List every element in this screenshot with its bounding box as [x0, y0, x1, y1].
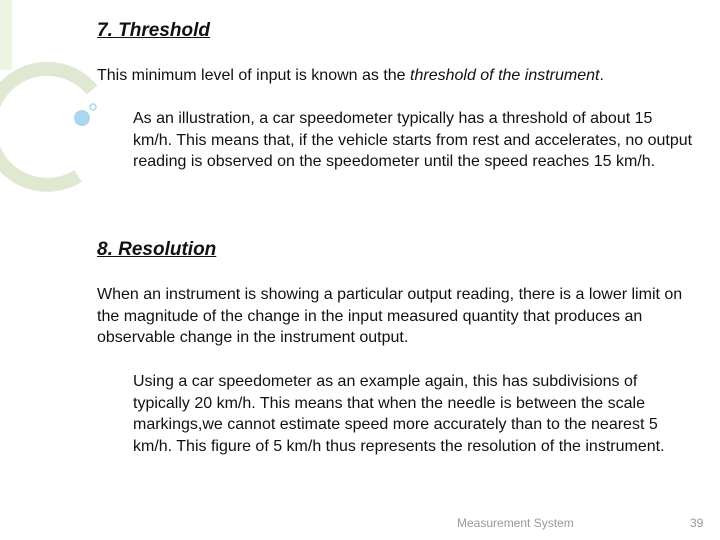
section-8-heading: 8. Resolution: [97, 239, 217, 260]
resolution-definition: When an instrument is showing a particular output reading, there is a lower limit on the magnitude of the change in the input measured quantity that produces an observable change in the instrument output.: [97, 286, 683, 346]
decor-bubble-small: [90, 104, 96, 110]
decor-bubble-large: [74, 110, 90, 126]
decor-ring-arc: [0, 69, 92, 185]
section-7-heading: 7. Threshold: [97, 20, 210, 41]
page-number: 39: [690, 516, 704, 530]
resolution-example: Using a car speedometer as an example again, this has subdivisions of typically 20 km/h. This means that when the needle is between the scale markings,we cannot estimate speed more accurately than to the nearest 5 km/h. This figure of 5 km/h thus represents the resolution of the instrument.: [133, 373, 665, 455]
decor-background-block: [0, 0, 12, 70]
threshold-definition-end: .: [599, 67, 604, 84]
threshold-term: threshold of the instrument: [410, 67, 600, 84]
threshold-definition-text: This minimum level of input is known as the: [97, 67, 411, 84]
footer-title: Measurement System: [457, 516, 574, 530]
threshold-example: As an illustration, a car speedometer typically has a threshold of about 15 km/h. This means that, if the vehicle starts from rest and accelerates, no output reading is observed on the speedometer until the speed reaches 15 km/h.: [133, 110, 693, 170]
threshold-definition: [97, 65, 697, 87]
decorative-graphic: [0, 0, 100, 210]
